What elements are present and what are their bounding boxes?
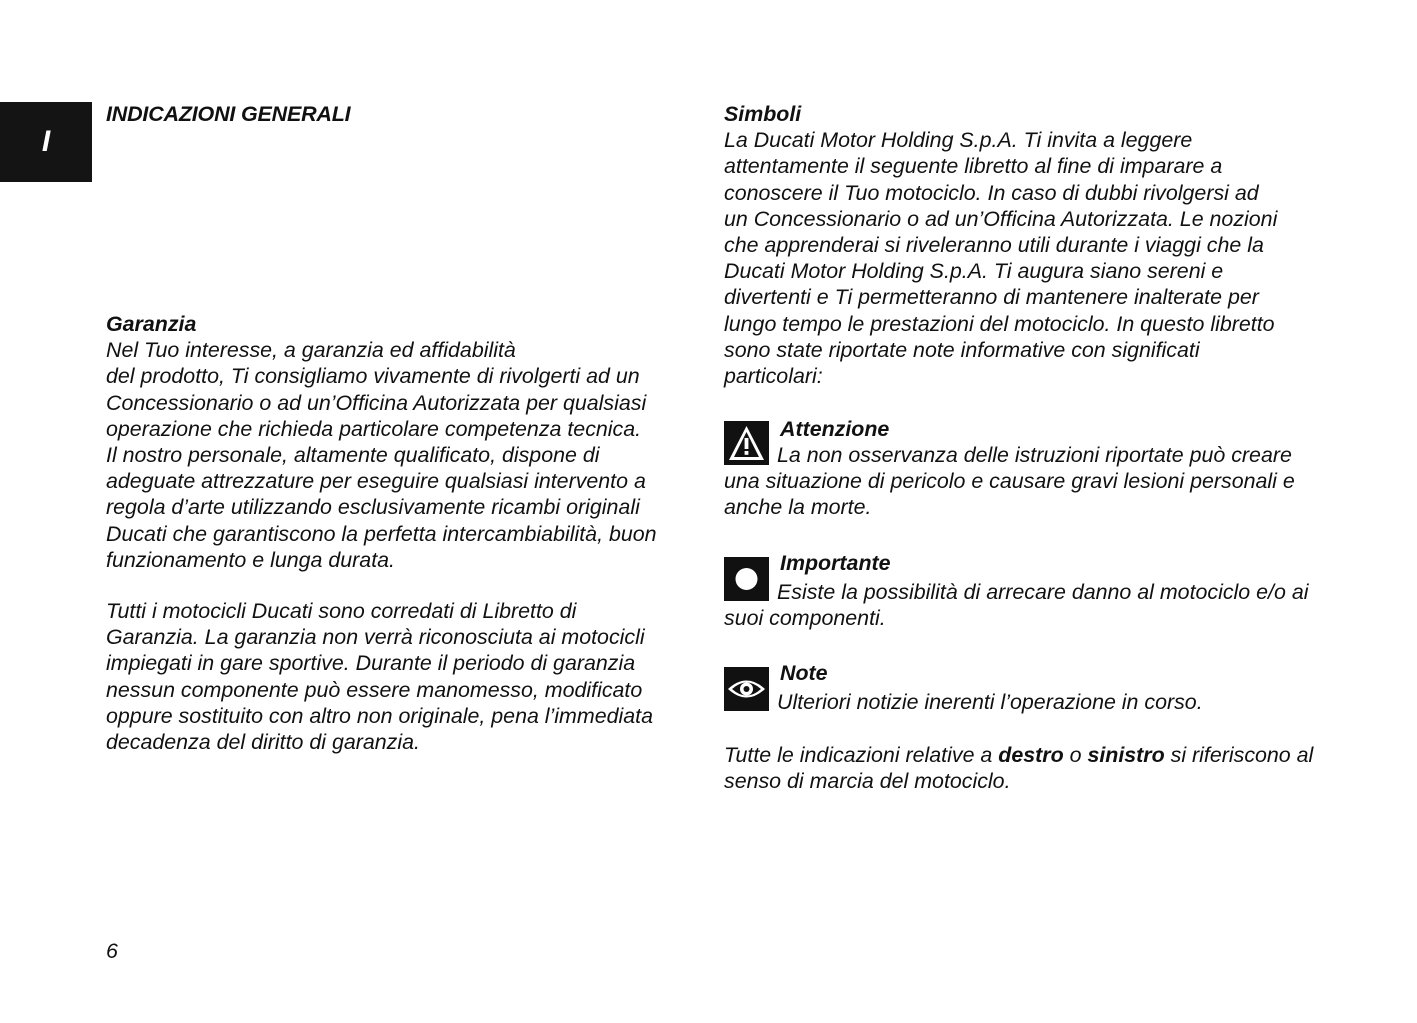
- garanzia-line: adeguate attrezzature per eseguire qualsiasi intervento a: [106, 469, 646, 494]
- garanzia-line: Tutti i motocicli Ducati sono corredati di Libretto di: [106, 599, 577, 623]
- page-number: 6: [106, 939, 118, 963]
- attenzione-text: La non osservanza delle istruzioni riportate può creare una situazione di pericolo e causare gravi lesioni personali e anche la morte.: [724, 443, 1295, 520]
- simboli-section: [724, 101, 1324, 389]
- simboli-line: conoscere il Tuo motociclo. In caso di dubbi rivolgersi ad: [724, 180, 1259, 205]
- garanzia-line: operazione che richieda particolare competenza tecnica.: [106, 416, 642, 441]
- note-heading: Note: [780, 661, 828, 685]
- garanzia-line: del prodotto, Ti consigliamo vivamente di rivolgerti ad un: [106, 364, 640, 389]
- garanzia-line: oppure sostituito con altro non originale, pena l’immediata: [106, 703, 653, 728]
- closing-bold-destro: destro: [998, 743, 1064, 767]
- closing-paragraph: [724, 742, 1324, 794]
- garanzia-line: impiegati in gare sportive. Durante il periodo di garanzia: [106, 651, 636, 676]
- simboli-line: La Ducati Motor Holding S.p.A. Ti invita a leggere: [724, 128, 1193, 153]
- section-title: INDICAZIONI GENERALI: [106, 102, 351, 126]
- garanzia-paragraph-2: [106, 598, 706, 755]
- garanzia-line: funzionamento e lunga durata.: [106, 547, 395, 572]
- simboli-line: sono state riportate note informative con significati: [724, 337, 1200, 362]
- simboli-line: che apprenderai si riveleranno utili durante i viaggi che la: [724, 233, 1264, 258]
- attenzione-heading: Attenzione: [780, 417, 890, 441]
- simboli-line: un Concessionario o ad un’Officina Autorizzata. Le nozioni: [724, 206, 1278, 231]
- closing-bold-sinistro: sinistro: [1087, 743, 1165, 767]
- garanzia-heading: Garanzia: [106, 312, 197, 336]
- garanzia-line: regola d’arte utilizzando esclusivamente ricambi originali: [106, 495, 640, 520]
- closing-text-before: Tutte le indicazioni relative a: [724, 743, 999, 767]
- note-text: Ulteriori notizie inerenti l’operazione in corso.: [777, 690, 1203, 714]
- garanzia-line: nessun componente può essere manomesso, modificato: [106, 677, 643, 702]
- simboli-line: attentamente il seguente libretto al fine di imparare a: [724, 154, 1223, 179]
- garanzia-line: Garanzia. La garanzia non verrà riconosciuta ai motocicli: [106, 625, 645, 650]
- garanzia-section: [106, 311, 706, 573]
- garanzia-line: Concessionario o ad un’Officina Autorizzata per qualsiasi: [106, 390, 647, 415]
- importante-heading: Importante: [780, 551, 891, 575]
- importante-text: Esiste la possibilità di arrecare danno al motociclo e/o ai suoi componenti.: [724, 580, 1309, 631]
- closing-text-middle: o: [1063, 743, 1088, 767]
- simboli-heading: Simboli: [724, 102, 802, 126]
- garanzia-line: Il nostro personale, altamente qualificato, dispone di: [106, 443, 600, 468]
- language-tab-label: I: [41, 125, 51, 158]
- garanzia-line: Ducati che garantiscono la perfetta intercambiabilità, buon: [106, 521, 657, 546]
- garanzia-line: decadenza del diritto di garanzia.: [106, 730, 420, 755]
- garanzia-line: Nel Tuo interesse, a garanzia ed affidabilità: [106, 338, 516, 363]
- closing-text-after: si riferiscono al senso di marcia del motociclo.: [724, 743, 1314, 794]
- simboli-line: Ducati Motor Holding S.p.A. Ti augura siano sereni e: [724, 259, 1224, 284]
- language-tab: [0, 102, 92, 182]
- simboli-line: particolari:: [724, 364, 823, 389]
- simboli-line: divertenti e Ti permetteranno di mantenere inalterate per: [724, 285, 1259, 310]
- simboli-line: lungo tempo le prestazioni del motociclo. In questo libretto: [724, 311, 1275, 336]
